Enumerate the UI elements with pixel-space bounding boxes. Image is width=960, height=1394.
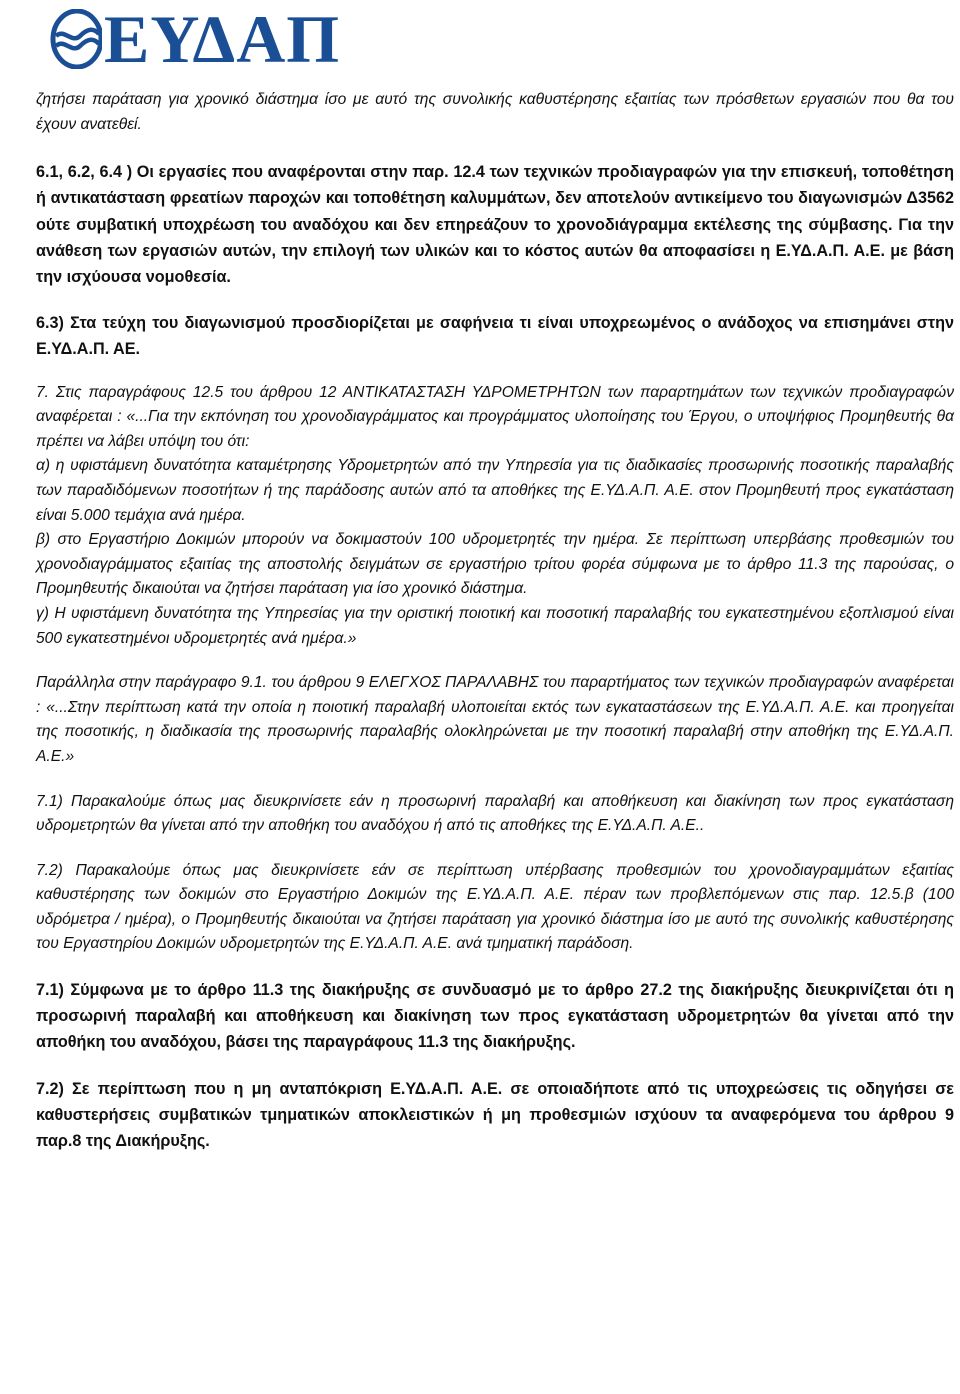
logo-text: ΕΥΔΑΠ bbox=[104, 1, 341, 77]
document-body bbox=[36, 88, 954, 1154]
question-7-2: 7.2) Παρακαλούμε όπως μας διευκρινίσετε εάν σε περίπτωση υπέρβασης προθεσμιών του χρονοδιαγραμμάτων εξαιτίας καθυστέρησης των δοκιμών στο Εργαστήριο Δοκιμών της Ε.ΥΔ.Α.Π. Α.Ε. πέραν των προβλεπόμενων στις παρ. 12.5.β (100 υδρόμετρα / ημέρα), ο Προμηθευτής δικαιούται να ζητήσει παράταση για χρονικό διάστημα ίσο με αυτό της συνολικής καθυστέρησης του Εργαστηρίου Δοκιμών υδρομετρητών της Ε.ΥΔ.Α.Π. Α.Ε. ανά τμηματική παράδοση. bbox=[36, 861, 954, 953]
paragraph-extension-request: ζητήσει παράταση για χρονικό διάστημα ίσο με αυτό της συνολικής καθυστέρησης εξαιτίας των πρόσθετων εργασιών που θα του έχουν ανατεθεί. bbox=[36, 91, 954, 133]
eydap-logo bbox=[50, 1, 341, 77]
question-7-item-b: β) στο Εργαστήριο Δοκιμών μπορούν να δοκιμαστούν 100 υδρομετρητές την ημέρα. Σε περίπτωση υπερβάσης προθεσμιών του χρονοδιαγράμματος εξαιτίας της αποστολής δειγμάτων σε εργαστήριο τρίτου φορέα σύμφωνα με το άρθρο 11.3 της παρούσας, ο Προμηθευτής δικαιούται να ζητήσει παράταση για ίσο χρονικό διάστημα. bbox=[36, 531, 954, 598]
answer-6-1-6-2-6-4: 6.1, 6.2, 6.4 ) Οι εργασίες που αναφέρονται στην παρ. 12.4 των τεχνικών προδιαγραφών για την επισκευή, τοποθέτηση ή αντικατάσταση φρεατίων παροχών και τοποθέτηση καλυμμάτων, δεν αποτελούν αντικείμενο του διαγωνισμών Δ3562 ούτε συμβατική υποχρέωση του αναδόχου και δεν επηρεάζουν το χρονοδιάγραμμα εκτέλεσης της σύμβασης. Για την ανάθεση των εργασιών αυτών, την επιλογή των υλικών και το κόστος αυτών θα αποφασίσει η Ε.ΥΔ.Α.Π. Α.Ε. με βάση την ισχύουσα νομοθεσία. bbox=[36, 163, 954, 286]
answer-7-2: 7.2) Σε περίπτωση που η μη ανταπόκριση Ε.ΥΔ.Α.Π. Α.Ε. σε οποιαδήποτε από τις υποχρεώσεις τις οδηγήσει σε καθυστερήσεις συμβατικών τμηματικών αποκλειστικών ή μη προθεσμιών ισχύουν τα αναφερόμενα του άρθρου 9 παρ.8 της Διακήρυξης. bbox=[36, 1079, 954, 1151]
eydap-waves-icon bbox=[50, 9, 102, 69]
question-7-item-c: γ) Η υφιστάμενη δυνατότητα της Υπηρεσίας για την οριστική ποιοτική και ποσοτική παραλαβής του εγκατεστημένου εξοπλισμού είναι 500 εγκατεστημένοι υδρομετρητές ανά ημέρα.» bbox=[36, 604, 954, 647]
answer-7-1: 7.1) Σύμφωνα με το άρθρο 11.3 της διακήρυξης σε συνδυασμό με το άρθρο 27.2 της διακήρυξης διευκρινίζεται ότι η προσωρινή παραλαβή και αποθήκευση και διακίνηση των προς εγκατάσταση υδρομετρητών θα γίνεται από την αποθήκη του αναδόχου, βάσει της παραγράφους 11.3 της διακήρυξης. bbox=[36, 981, 954, 1052]
answer-6-3: 6.3) Στα τεύχη του διαγωνισμού προσδιορίζεται με σαφήνεια τι είναι υποχρεωμένος ο ανάδοχος να επισημάνει στην Ε.ΥΔ.Α.Π. ΑΕ. bbox=[36, 314, 954, 359]
question-7-1: 7.1) Παρακαλούμε όπως μας διευκρινίσετε εάν η προσωρινή παραλαβή και αποθήκευση και διακίνηση των προς εγκατάσταση υδρομετρητών θα γίνεται από την αποθήκη του αναδόχου ή από τις αποθήκες της Ε.ΥΔ.Α.Π. Α.Ε.. bbox=[36, 792, 954, 835]
question-7-parallel-reference: Παράλληλα στην παράγραφο 9.1. του άρθρου 9 ΕΛΕΓΧΟΣ ΠΑΡΑΛΑΒΗΣ του παραρτήματος των τεχνικών προδιαγραφών αναφέρεται : «...Στην περίπτωση κατά την οποία η ποιοτική παραλαβή υλοποιείται εκτός των εγκαταστάσεων της Ε.ΥΔ.Α.Π. Α.Ε. και προηγείται της ποσοτικής, η διαδικασία της προσωρινής παραλαβής ολοκληρώνεται με την ποσοτική παραλαβή στην αποθήκη της Ε.ΥΔ.Α.Π. Α.Ε.» bbox=[36, 674, 954, 765]
question-7-item-a: α) η υφιστάμενη δυνατότητα καταμέτρησης Υδρομετρητών από την Υπηρεσία για τις διαδικασίες προσωρινής ποσοτικής παραλαβής των παραδιδόμενων ποσοτήτων ή της παράδοσης αυτών από τα αποθήκες της Ε.ΥΔ.Α.Π. Α.Ε. στον Προμηθευτή προς εγκατάσταση είναι 5.000 τεμάχια ανά ημέρα. bbox=[36, 457, 954, 524]
question-7-intro: 7. Στις παραγράφους 12.5 του άρθρου 12 ΑΝΤΙΚΑΤΑΣΤΑΣΗ ΥΔΡΟΜΕΤΡΗΤΩΝ των παραρτημάτων των τεχνικών προδιαγραφών αναφέρεται : «...Για την εκπόνηση του χρονοδιαγράμματος και προγράμματος υλοποίησης του Έργου, ο υποψήφιος Προμηθευτής θα πρέπει να λάβει υπόψη του ότι: bbox=[36, 383, 954, 450]
